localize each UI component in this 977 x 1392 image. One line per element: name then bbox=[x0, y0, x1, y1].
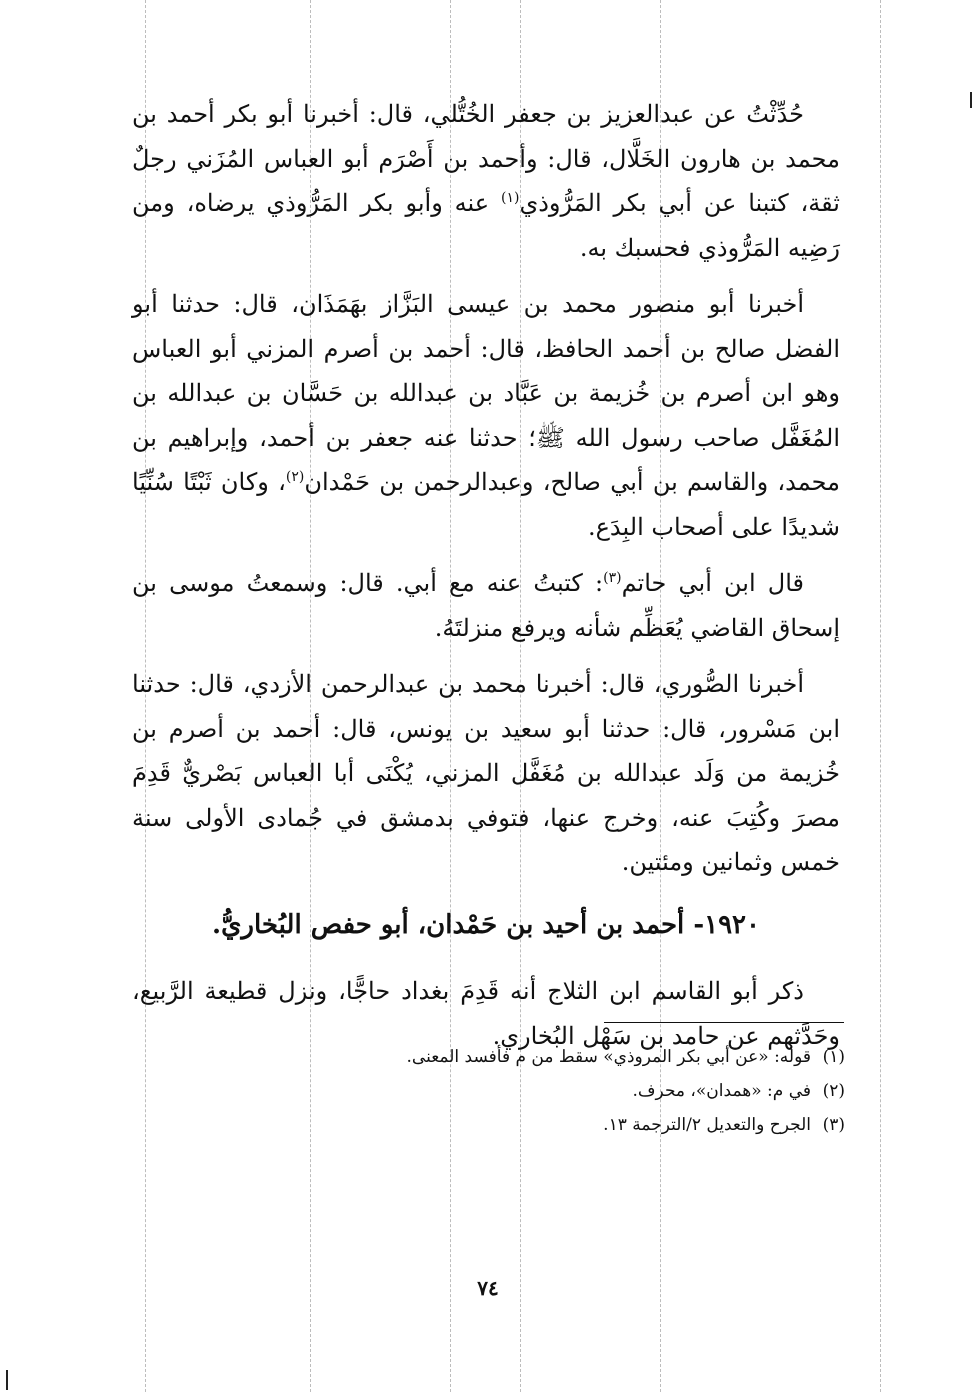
page-number: ٧٤ bbox=[477, 1276, 499, 1300]
footnote-3: (٣)الجرح والتعديل ٢/الترجمة ١٣. bbox=[603, 1115, 845, 1135]
footnote-1: (١)قوله: «عن أبي بكر المروذي» سقط من م فأفسد المعنى. bbox=[406, 1047, 845, 1067]
entry-heading: ١٩٢٠- أحمد بن أحيد بن حَمْدان، أبو حفص البُخاريُّ. bbox=[212, 909, 760, 940]
scan-guide-line bbox=[880, 0, 881, 1392]
paragraph-3: قال ابن أبي حاتم$^{(٣)}$: كتبتُ عنه مع أبي. قال: وسمعتُ موسى بن إسحاق القاضي يُعَظِّم شأنه ويرفع منزلتَهُ. bbox=[132, 569, 840, 642]
footnotes bbox=[300, 1040, 845, 1142]
paragraph-5: ذكر أبو القاسم ابن الثلاج أنه قَدِمَ بغداد حاجًّا، ونزل قطيعة الرَّبيع، وحَدَّثهم عن حامد بن سَهْل البُخاري. bbox=[132, 977, 840, 1050]
main-text bbox=[132, 92, 840, 1058]
footnote-ref-2: (٢) bbox=[285, 469, 305, 485]
footnote-2: (٢)في م: «همدان»، محرف. bbox=[632, 1081, 845, 1101]
paragraph-2: أخبرنا أبو منصور محمد بن عيسى البَزَّاز بهَمَذَان، قال: حدثنا أبو الفضل صالح بن أحمد الحافظ، قال: أحمد بن أصرم المزني أبو العباس وهو ابن أصرم بن خُزيمة بن عَبَّاد بن عبدالله بن حَسَّان بن عبدالله بن المُغَفَّل صاحب رسول الله ﷺ؛ حدثنا عنه جعفر بن أحمد، وإبراهيم بن محمد، والقاسم بن أبي صالح، وعبدالرحمن بن حَمْدان$^{(٢)}$، وكان ثَبْتًا سُنِّيًا شديدًا على أصحاب البِدَع. bbox=[132, 290, 841, 541]
footnote-divider bbox=[604, 1022, 844, 1023]
paragraph-4: أخبرنا الصُّوري، قال: أخبرنا محمد بن عبدالرحمن الأزدي، قال: حدثنا ابن مَسْرور، قال: حدثنا أبو سعيد بن يونس، قال: أحمد بن أصرم بن خُزيمة من وَلَد عبدالله بن مُغَفَّل المزني، يُكْنَى أبا العباس بَصْريٌّ قَدِمَ مصرَ وكُتِبَ عنه، وخرج عنها، فتوفي بدمشق في جُمادى الأولى سنة خمس وثمانين ومئتين. bbox=[132, 670, 840, 876]
paragraph-1: حُدِّثْتُ عن عبدالعزيز بن جعفر الخُتُّلي، قال: أخبرنا أبو بكر أحمد بن محمد بن هارون الخَلَّال، قال: وأحمد بن أَصْرَم أبو العباس المُزَني رجلٌ ثقة، كتبنا عن أبي بكر المَرُّوذي$^{(١)}$ عنه وأبو بكر المَرُّوذي يرضاه، ومن رَضِيه المَرُّوذي فحسبك به. bbox=[132, 100, 840, 262]
footnote-ref-3: (٣) bbox=[603, 570, 622, 586]
edge-mark bbox=[970, 92, 972, 108]
footnote-ref-1: (١) bbox=[500, 190, 520, 206]
edge-mark bbox=[6, 1370, 8, 1390]
